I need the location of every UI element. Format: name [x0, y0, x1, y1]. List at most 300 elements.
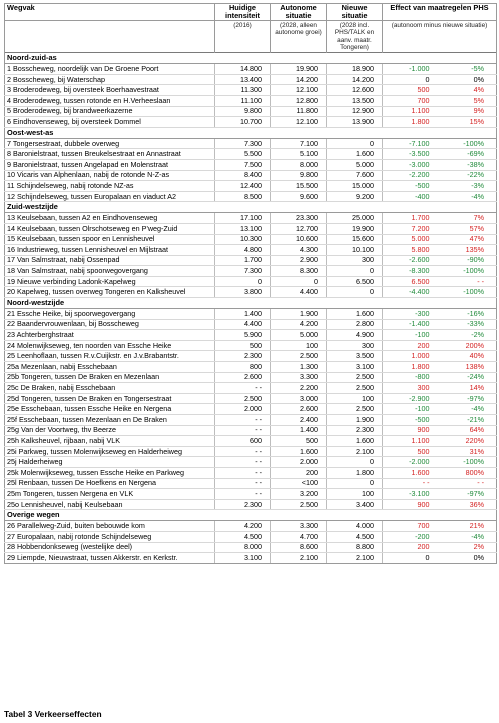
effect-absolute-cell: -1.400: [383, 319, 440, 330]
effect-percent-cell: 40%: [440, 351, 497, 362]
effect-absolute-cell: -500: [383, 181, 440, 192]
effect-percent-cell: -100%: [440, 266, 497, 277]
effect-percent-cell: 31%: [440, 446, 497, 457]
effect-absolute-cell: 6.500: [383, 276, 440, 287]
new-situation-cell: 0: [327, 266, 383, 277]
road-segment-cell: 2 Bosscheweg, bij Waterschap: [5, 74, 215, 85]
table-row: [5, 457, 497, 468]
header-current-intensity: Huidige intensiteit: [215, 4, 271, 21]
road-segment-cell: 24 Molenwijkseweg, ten noorden van Essche Heike: [5, 340, 215, 351]
effect-percent-cell: -97%: [440, 393, 497, 404]
autonomous-cell: 3.000: [271, 393, 327, 404]
autonomous-cell: 4.700: [271, 531, 327, 542]
traffic-effects-table: [4, 3, 497, 564]
autonomous-cell: 0: [271, 276, 327, 287]
effect-percent-cell: 2%: [440, 542, 497, 553]
new-situation-cell: 15.000: [327, 181, 383, 192]
effect-absolute-cell: 500: [383, 85, 440, 96]
current-intensity-cell: 0: [215, 276, 271, 287]
effect-absolute-cell: -800: [383, 372, 440, 383]
effect-percent-cell: 0%: [440, 553, 497, 564]
new-situation-cell: 6.500: [327, 276, 383, 287]
road-segment-cell: 25d Tongeren, tussen De Braken en Tongersestraat: [5, 393, 215, 404]
effect-absolute-cell: 1.700: [383, 213, 440, 224]
current-intensity-cell: 2.300: [215, 499, 271, 510]
section-title: Zuid-westzijde: [5, 202, 497, 213]
autonomous-cell: 5.000: [271, 330, 327, 341]
autonomous-cell: 3.300: [271, 521, 327, 532]
autonomous-cell: 2.600: [271, 404, 327, 415]
new-situation-cell: 25.000: [327, 213, 383, 224]
new-situation-cell: 2.300: [327, 425, 383, 436]
autonomous-cell: 12.800: [271, 95, 327, 106]
road-segment-cell: 25m Tongeren, tussen Nergena en VLK: [5, 489, 215, 500]
effect-absolute-cell: 200: [383, 542, 440, 553]
road-segment-cell: 3 Broderodeweg, bij oversteek Boerhaavestraat: [5, 85, 215, 96]
effect-absolute-cell: 1.100: [383, 436, 440, 447]
table-row: [5, 446, 497, 457]
table-row: [5, 330, 497, 341]
header-autonomous: Autonome situatie: [271, 4, 327, 21]
effect-percent-cell: -90%: [440, 255, 497, 266]
table-body: [5, 53, 497, 564]
road-segment-cell: 6 Eindhovenseweg, bij oversteek Dommel: [5, 117, 215, 128]
effect-absolute-cell: 1.800: [383, 362, 440, 373]
autonomous-cell: 1.300: [271, 362, 327, 373]
current-intensity-cell: - -: [215, 457, 271, 468]
effect-percent-cell: -100%: [440, 138, 497, 149]
effect-percent-cell: 138%: [440, 362, 497, 373]
current-intensity-cell: 1.700: [215, 255, 271, 266]
section-header-row: [5, 127, 497, 138]
effect-percent-cell: 0%: [440, 74, 497, 85]
effect-absolute-cell: -400: [383, 191, 440, 202]
new-situation-cell: 100: [327, 393, 383, 404]
effect-absolute-cell: 300: [383, 383, 440, 394]
new-situation-cell: 13.500: [327, 95, 383, 106]
road-segment-cell: 25g Van der Voortweg, thv Beerze: [5, 425, 215, 436]
road-segment-cell: 8 Baronielstraat, tussen Breukelsestraat en Annastraat: [5, 149, 215, 160]
road-segment-cell: 4 Broderodeweg, tussen rotonde en H.Verheeslaan: [5, 95, 215, 106]
new-situation-cell: 12.600: [327, 85, 383, 96]
effect-absolute-cell: 700: [383, 521, 440, 532]
current-intensity-cell: 7.300: [215, 138, 271, 149]
effect-absolute-cell: - -: [383, 478, 440, 489]
new-situation-cell: 2.100: [327, 553, 383, 564]
autonomous-cell: 2.200: [271, 383, 327, 394]
section-header-row: [5, 298, 497, 309]
effect-absolute-cell: -300: [383, 309, 440, 320]
current-intensity-cell: 5.500: [215, 149, 271, 160]
current-intensity-cell: 4.400: [215, 319, 271, 330]
effect-percent-cell: -100%: [440, 457, 497, 468]
subheader-effect: (autonoom minus nieuwe situatie): [383, 21, 497, 53]
current-intensity-cell: 8.500: [215, 191, 271, 202]
road-segment-cell: 25h Kalksheuvel, rijbaan, nabij VLK: [5, 436, 215, 447]
effect-percent-cell: -24%: [440, 372, 497, 383]
section-title: Noord-westzijde: [5, 298, 497, 309]
effect-percent-cell: -2%: [440, 330, 497, 341]
autonomous-cell: 12.700: [271, 223, 327, 234]
effect-percent-cell: -4%: [440, 191, 497, 202]
table-row: [5, 64, 497, 75]
current-intensity-cell: 500: [215, 340, 271, 351]
current-intensity-cell: 8.400: [215, 170, 271, 181]
effect-absolute-cell: -100: [383, 330, 440, 341]
autonomous-cell: 1.900: [271, 309, 327, 320]
current-intensity-cell: 4.800: [215, 245, 271, 256]
autonomous-cell: 8.000: [271, 159, 327, 170]
autonomous-cell: 12.100: [271, 85, 327, 96]
effect-percent-cell: 15%: [440, 117, 497, 128]
road-segment-cell: 15 Keulsebaan, tussen spoor en Lennisheuvel: [5, 234, 215, 245]
new-situation-cell: 1.800: [327, 467, 383, 478]
autonomous-cell: 2.900: [271, 255, 327, 266]
effect-percent-cell: 200%: [440, 340, 497, 351]
effect-absolute-cell: -500: [383, 415, 440, 426]
autonomous-cell: 1.400: [271, 425, 327, 436]
effect-absolute-cell: 900: [383, 499, 440, 510]
effect-percent-cell: -100%: [440, 287, 497, 298]
table-row: [5, 138, 497, 149]
effect-absolute-cell: -7.100: [383, 138, 440, 149]
road-segment-cell: 19 Nieuwe verbinding Ladonk-Kapelweg: [5, 276, 215, 287]
effect-percent-cell: 47%: [440, 234, 497, 245]
table-row: [5, 425, 497, 436]
table-caption: Tabel 3 Verkeerseffecten: [4, 709, 102, 719]
effect-absolute-cell: 700: [383, 95, 440, 106]
new-situation-cell: 1.900: [327, 415, 383, 426]
table-row: [5, 404, 497, 415]
table-row: [5, 362, 497, 373]
current-intensity-cell: - -: [215, 478, 271, 489]
new-situation-cell: 2.500: [327, 383, 383, 394]
current-intensity-cell: 13.400: [215, 74, 271, 85]
autonomous-cell: 14.200: [271, 74, 327, 85]
new-situation-cell: 8.800: [327, 542, 383, 553]
autonomous-cell: 100: [271, 340, 327, 351]
effect-percent-cell: 5%: [440, 95, 497, 106]
effect-absolute-cell: -1.000: [383, 64, 440, 75]
effect-absolute-cell: 0: [383, 74, 440, 85]
autonomous-cell: 3.300: [271, 372, 327, 383]
table-row: [5, 383, 497, 394]
road-segment-cell: 25o Lennisheuvel, nabij Keulsebaan: [5, 499, 215, 510]
new-situation-cell: 2.500: [327, 372, 383, 383]
autonomous-cell: 2.500: [271, 351, 327, 362]
road-segment-cell: 25c De Braken, nabij Esschebaan: [5, 383, 215, 394]
autonomous-cell: 4.300: [271, 245, 327, 256]
table-row: [5, 393, 497, 404]
current-intensity-cell: 2.500: [215, 393, 271, 404]
new-situation-cell: 1.600: [327, 309, 383, 320]
effect-absolute-cell: 1.600: [383, 467, 440, 478]
header-new-situation: Nieuwe situatie: [327, 4, 383, 21]
road-segment-cell: 22 Baandervrouwenlaan, bij Bosscheweg: [5, 319, 215, 330]
current-intensity-cell: 600: [215, 436, 271, 447]
table-row: [5, 309, 497, 320]
subheader-autonomous: (2028, alleen autonome groei): [271, 21, 327, 53]
effect-absolute-cell: 500: [383, 446, 440, 457]
table-row: [5, 351, 497, 362]
effect-absolute-cell: 900: [383, 425, 440, 436]
effect-percent-cell: -97%: [440, 489, 497, 500]
new-situation-cell: 18.900: [327, 64, 383, 75]
effect-absolute-cell: -3.000: [383, 159, 440, 170]
effect-absolute-cell: 1.800: [383, 117, 440, 128]
new-situation-cell: 100: [327, 489, 383, 500]
effect-absolute-cell: -2.600: [383, 255, 440, 266]
new-situation-cell: 1.600: [327, 149, 383, 160]
section-title: Overige wegen: [5, 510, 497, 521]
effect-absolute-cell: -200: [383, 531, 440, 542]
effect-absolute-cell: -2.000: [383, 457, 440, 468]
table-row: [5, 489, 497, 500]
road-segment-cell: 18 Van Salmstraat, nabij spoorwegovergang: [5, 266, 215, 277]
effect-percent-cell: - -: [440, 478, 497, 489]
current-intensity-cell: 7.300: [215, 266, 271, 277]
effect-absolute-cell: -3.100: [383, 489, 440, 500]
effect-absolute-cell: 200: [383, 340, 440, 351]
section-header-row: [5, 510, 497, 521]
header-effect: Effect van maatregelen PHS: [383, 4, 497, 21]
subheader-empty: [5, 21, 215, 53]
table-row: [5, 74, 497, 85]
table-row: [5, 106, 497, 117]
autonomous-cell: 9.800: [271, 170, 327, 181]
current-intensity-cell: 5.900: [215, 330, 271, 341]
table-row: [5, 499, 497, 510]
effect-absolute-cell: -8.300: [383, 266, 440, 277]
effect-percent-cell: -22%: [440, 170, 497, 181]
road-segment-cell: 25k Molenwijkseweg, tussen Essche Heike en Parkweg: [5, 467, 215, 478]
autonomous-cell: 200: [271, 467, 327, 478]
road-segment-cell: 13 Keulsebaan, tussen A2 en Eindhovenseweg: [5, 213, 215, 224]
effect-percent-cell: 4%: [440, 85, 497, 96]
road-segment-cell: 11 Schijndelseweg, nabij rotonde NZ-as: [5, 181, 215, 192]
autonomous-cell: 2.400: [271, 415, 327, 426]
autonomous-cell: <100: [271, 478, 327, 489]
subheader-new: (2028 incl. PHS/TALK en aanv. maatr. Tongeren): [327, 21, 383, 53]
table-row: [5, 234, 497, 245]
effect-percent-cell: -33%: [440, 319, 497, 330]
effect-absolute-cell: 5.000: [383, 234, 440, 245]
table-row: [5, 436, 497, 447]
current-intensity-cell: - -: [215, 489, 271, 500]
current-intensity-cell: 2.600: [215, 372, 271, 383]
road-segment-cell: 23 Achterberghstraat: [5, 330, 215, 341]
road-segment-cell: 5 Broderodeweg, bij brandweerkazerne: [5, 106, 215, 117]
current-intensity-cell: 8.000: [215, 542, 271, 553]
road-segment-cell: 25l Renbaan, tussen De Hoefkens en Nergena: [5, 478, 215, 489]
current-intensity-cell: - -: [215, 467, 271, 478]
road-segment-cell: 1 Bosscheweg, noordelijk van De Groene Poort: [5, 64, 215, 75]
current-intensity-cell: - -: [215, 415, 271, 426]
table-row: [5, 340, 497, 351]
effect-percent-cell: 135%: [440, 245, 497, 256]
new-situation-cell: 300: [327, 340, 383, 351]
new-situation-cell: 4.500: [327, 531, 383, 542]
autonomous-cell: 1.600: [271, 446, 327, 457]
new-situation-cell: 15.600: [327, 234, 383, 245]
autonomous-cell: 9.600: [271, 191, 327, 202]
autonomous-cell: 4.200: [271, 319, 327, 330]
current-intensity-cell: 9.800: [215, 106, 271, 117]
effect-percent-cell: -4%: [440, 404, 497, 415]
autonomous-cell: 8.300: [271, 266, 327, 277]
effect-percent-cell: -4%: [440, 531, 497, 542]
effect-absolute-cell: -3.500: [383, 149, 440, 160]
current-intensity-cell: - -: [215, 446, 271, 457]
effect-absolute-cell: -2.200: [383, 170, 440, 181]
road-segment-cell: 25f Esschebaan, tussen Mezenlaan en De Braken: [5, 415, 215, 426]
autonomous-cell: 4.400: [271, 287, 327, 298]
road-segment-cell: 25j Halderheiweg: [5, 457, 215, 468]
new-situation-cell: 7.600: [327, 170, 383, 181]
new-situation-cell: 3.400: [327, 499, 383, 510]
road-segment-cell: 25a Mezenlaan, nabij Esschebaan: [5, 362, 215, 373]
autonomous-cell: 7.100: [271, 138, 327, 149]
autonomous-cell: 8.600: [271, 542, 327, 553]
road-segment-cell: 21 Essche Heike, bij spoorwegovergang: [5, 309, 215, 320]
effect-percent-cell: 64%: [440, 425, 497, 436]
table-row: [5, 521, 497, 532]
effect-absolute-cell: 0: [383, 553, 440, 564]
current-intensity-cell: 13.100: [215, 223, 271, 234]
effect-absolute-cell: -100: [383, 404, 440, 415]
new-situation-cell: 9.200: [327, 191, 383, 202]
effect-percent-cell: 21%: [440, 521, 497, 532]
effect-percent-cell: -21%: [440, 415, 497, 426]
effect-percent-cell: 36%: [440, 499, 497, 510]
autonomous-cell: 2.000: [271, 457, 327, 468]
current-intensity-cell: 3.100: [215, 553, 271, 564]
table-row: [5, 95, 497, 106]
table-row: [5, 542, 497, 553]
current-intensity-cell: 11.300: [215, 85, 271, 96]
new-situation-cell: 4.000: [327, 521, 383, 532]
table-row: [5, 223, 497, 234]
autonomous-cell: 3.200: [271, 489, 327, 500]
current-intensity-cell: 3.800: [215, 287, 271, 298]
road-segment-cell: 17 Van Salmstraat, nabij Ossenpad: [5, 255, 215, 266]
current-intensity-cell: - -: [215, 383, 271, 394]
new-situation-cell: 19.900: [327, 223, 383, 234]
new-situation-cell: 0: [327, 138, 383, 149]
road-segment-cell: 7 Tongersestraat, dubbele overweg: [5, 138, 215, 149]
new-situation-cell: 2.500: [327, 404, 383, 415]
new-situation-cell: 2.800: [327, 319, 383, 330]
autonomous-cell: 12.100: [271, 117, 327, 128]
autonomous-cell: 2.500: [271, 499, 327, 510]
table-row: [5, 319, 497, 330]
table-row: [5, 467, 497, 478]
new-situation-cell: 2.100: [327, 446, 383, 457]
table-row: [5, 415, 497, 426]
current-intensity-cell: 12.400: [215, 181, 271, 192]
effect-percent-cell: 800%: [440, 467, 497, 478]
road-segment-cell: 12 Schijndelseweg, tussen Europalaan en viaduct A2: [5, 191, 215, 202]
table-row: [5, 478, 497, 489]
table-row: [5, 276, 497, 287]
effect-absolute-cell: -2.900: [383, 393, 440, 404]
new-situation-cell: 300: [327, 255, 383, 266]
new-situation-cell: 5.000: [327, 159, 383, 170]
autonomous-cell: 2.100: [271, 553, 327, 564]
autonomous-cell: 5.100: [271, 149, 327, 160]
table-row: [5, 266, 497, 277]
current-intensity-cell: 17.100: [215, 213, 271, 224]
effect-percent-cell: -3%: [440, 181, 497, 192]
road-segment-cell: 25i Parkweg, tussen Molenwijkseweg en Halderheiweg: [5, 446, 215, 457]
road-segment-cell: 10 Vicaris van Alphenlaan, nabij de rotonde N-Z-as: [5, 170, 215, 181]
new-situation-cell: 1.600: [327, 436, 383, 447]
effect-percent-cell: 220%: [440, 436, 497, 447]
table-row: [5, 117, 497, 128]
effect-percent-cell: 57%: [440, 223, 497, 234]
table-row: [5, 287, 497, 298]
new-situation-cell: 0: [327, 478, 383, 489]
effect-percent-cell: 9%: [440, 106, 497, 117]
section-title: Noord-zuid-as: [5, 53, 497, 64]
effect-absolute-cell: 1.100: [383, 106, 440, 117]
table-row: [5, 531, 497, 542]
road-segment-cell: 16 Industrieweg, tussen Lennisheuvel en Mijlstraat: [5, 245, 215, 256]
current-intensity-cell: 800: [215, 362, 271, 373]
table-subheader-row: [5, 21, 497, 53]
section-header-row: [5, 53, 497, 64]
current-intensity-cell: 2.000: [215, 404, 271, 415]
current-intensity-cell: 11.100: [215, 95, 271, 106]
road-segment-cell: 9 Baronielstraat, tussen Angelapad en Molenstraat: [5, 159, 215, 170]
new-situation-cell: 10.100: [327, 245, 383, 256]
road-segment-cell: 14 Keulsebaan, tussen Olrschotseweg en P'weg-Zuid: [5, 223, 215, 234]
effect-percent-cell: -38%: [440, 159, 497, 170]
effect-absolute-cell: -4.400: [383, 287, 440, 298]
table-header-row: [5, 4, 497, 21]
effect-percent-cell: -5%: [440, 64, 497, 75]
table-row: [5, 85, 497, 96]
current-intensity-cell: 4.500: [215, 531, 271, 542]
effect-percent-cell: 7%: [440, 213, 497, 224]
table-row: [5, 213, 497, 224]
road-segment-cell: 28 Hobbendonkseweg (westelijke deel): [5, 542, 215, 553]
new-situation-cell: 3.500: [327, 351, 383, 362]
road-segment-cell: 20 Kapelweg, tussen overweg Tongeren en Kalksheuvel: [5, 287, 215, 298]
autonomous-cell: 11.800: [271, 106, 327, 117]
new-situation-cell: 14.200: [327, 74, 383, 85]
section-title: Oost-west-as: [5, 127, 497, 138]
subheader-current: (2016): [215, 21, 271, 53]
autonomous-cell: 500: [271, 436, 327, 447]
autonomous-cell: 19.900: [271, 64, 327, 75]
header-wegvak: Wegvak: [5, 4, 215, 21]
effect-absolute-cell: 1.000: [383, 351, 440, 362]
section-header-row: [5, 202, 497, 213]
effect-percent-cell: -16%: [440, 309, 497, 320]
autonomous-cell: 23.300: [271, 213, 327, 224]
current-intensity-cell: 4.200: [215, 521, 271, 532]
current-intensity-cell: 10.300: [215, 234, 271, 245]
table-row: [5, 191, 497, 202]
table-row: [5, 245, 497, 256]
current-intensity-cell: 7.500: [215, 159, 271, 170]
new-situation-cell: 0: [327, 457, 383, 468]
road-segment-cell: 26 Parallelweg-Zuid, buiten bebouwde kom: [5, 521, 215, 532]
current-intensity-cell: 14.800: [215, 64, 271, 75]
current-intensity-cell: 1.400: [215, 309, 271, 320]
table-row: [5, 181, 497, 192]
